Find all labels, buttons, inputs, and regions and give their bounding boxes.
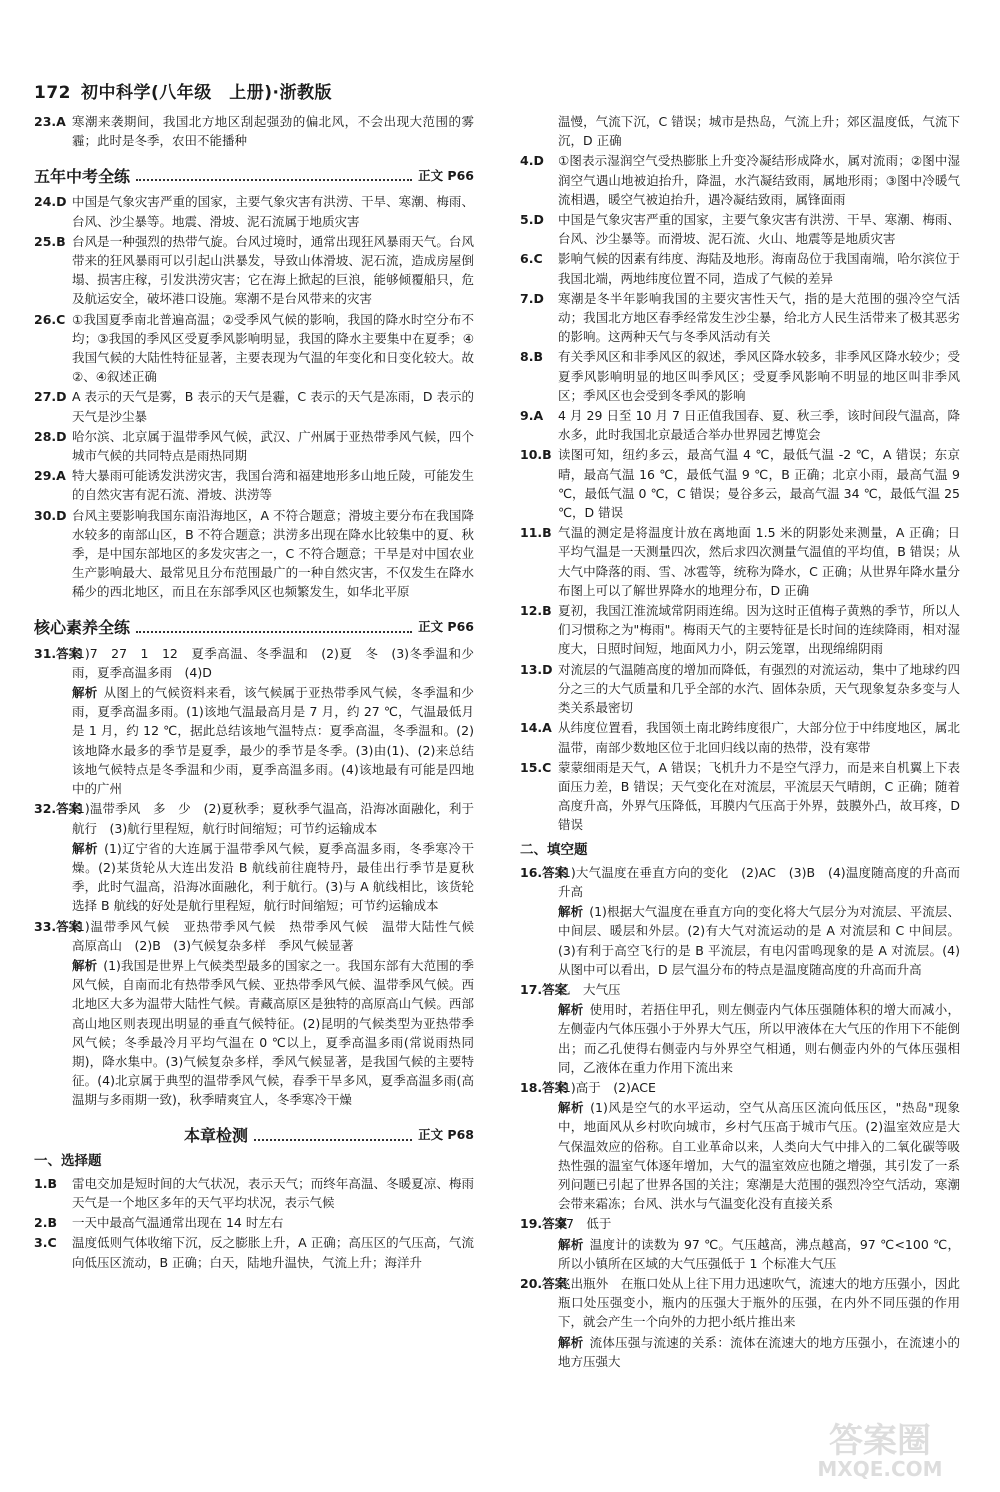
answer-item — [34, 1213, 474, 1232]
answer-item — [520, 289, 960, 347]
answer-text: 从纬度位置看，我国领土南北跨纬度很广，大部分位于中纬度地区，属北温带，南部少数地区位于北回归线以南的热带，没有寒带 — [558, 720, 960, 755]
answer-item — [520, 249, 960, 287]
answer-number: 32.答案 — [34, 801, 82, 817]
answer-item — [520, 660, 960, 718]
explanation-text: 流体压强与流速的关系：流体在流速大的地方压强小，在流速小的地方压强大 — [558, 1334, 960, 1369]
answer-number: 33.答案 — [34, 918, 82, 934]
answer-item — [34, 466, 474, 504]
answer-number: 5.D — [520, 212, 544, 228]
answer-number: 8.B — [520, 349, 543, 365]
answer-number: 9.A — [520, 408, 544, 424]
explanation-tag: 解析 — [72, 685, 98, 701]
answer-text: (1)高于 (2)ACE — [558, 1079, 656, 1095]
answer-text: ①图表示湿润空气受热膨胀上升变冷凝结形成降水，属对流雨；②图中湿润空气遇山地被迫抬升，降温，水汽凝结致雨，属地形雨；③图中冷暖气流相遇，暖空气被迫抬升，遇冷凝结致雨，属锋面雨 — [558, 153, 960, 207]
answer-item — [520, 523, 960, 600]
answer-number: 17.答案 — [520, 981, 568, 997]
answer-item — [34, 427, 474, 465]
answer-text: 有关季风区和非季风区的叙述，季风区降水较多，非季风区降水较少；受夏季风影响明显的地区叫季风区；受夏季风影响不明显的地区叫非季风区；季风区也会受到冬季风的影响 — [558, 349, 960, 403]
answer-text: 夏初，我国江淮流域常阴雨连绵。因为这时正值梅子黄熟的季节，所以人们习惯称之为"梅雨"。梅雨天气的主要特征是长时间的连续降雨，相对湿度大，日照时间短，地面风力小，阴云笼罩，出现绵绵阴雨 — [558, 603, 960, 657]
answer-item — [34, 232, 474, 309]
answer-number: 26.C — [34, 311, 66, 327]
answer-number: 31.答案 — [34, 645, 82, 661]
section-header — [34, 1120, 474, 1146]
explanation-block — [34, 956, 474, 1110]
answer-text: 中国是气象灾害严重的国家，主要气象灾害有洪涝、干旱、寒潮、梅雨、台风、沙尘暴等。地震、滑坡、泥石流属于地质灾害 — [72, 194, 474, 229]
explanation-text: 温度计的读数为 97 ℃。气压越高，沸点越高，97 ℃<100 ℃，所以小镇所在区域的大气压强低于 1 个标准大气压 — [558, 1236, 960, 1271]
section-header — [34, 612, 474, 638]
answer-number: 4.D — [520, 153, 544, 169]
leader-dots — [254, 1139, 412, 1141]
left-column — [34, 112, 487, 1273]
answer-number: 3.C — [34, 1235, 57, 1251]
explanation-block — [520, 112, 960, 150]
answer-item — [520, 210, 960, 248]
answer-number: 14.A — [520, 720, 552, 736]
answer-number: 28.D — [34, 428, 67, 444]
answer-item — [34, 1174, 474, 1212]
answer-number: 23.A — [34, 114, 66, 129]
answer-text: 乙 大气压 — [558, 981, 621, 997]
explanation-text: 从图上的气候资料来看，该气候属于亚热带季风气候，冬季温和少雨，夏季高温多雨。(1)该地气温最高月是 7 月，约 27 ℃，气温最低月是 1 月，约 12 ℃，据此总结该地气温特点：夏季高温，冬季温和。(2)该地降水最多的季节是夏季，最少的季节是冬季。(3)由(1)、(2)来总结该地气候特点是冬季温和少雨，夏季高温多雨。(4)该地最有可能是四地中的广州 — [72, 685, 474, 797]
answer-text: 特大暴雨可能诱发洪涝灾害，我国台湾和福建地形多山地丘陵，可能发生的自然灾害有泥石流、滑坡、洪涝等 — [72, 468, 474, 503]
answer-text: 飞出瓶外 在瓶口处从上往下用力迅速吹气，流速大的地方压强小，因此瓶口处压强变小，瓶内的压强大于瓶外的压强，在内外不同压强的作用下，就会产生一个向外的力把小纸片推出来 — [558, 1275, 960, 1330]
explanation-tag: 解析 — [72, 957, 98, 973]
explanation-text: (1)我国是世界上气候类型最多的国家之一。我国东部有大范围的季风气候，自南而北有热带季风气候、亚热带季风气候、温带季风气候。西北地区大多为温带大陆性气候。青藏高原区是独特的高原高山气候。西部高山地区则表现出明显的垂直气候特征。(2)昆明的气候类型为亚热带季风气候；冬季最冷月平均气温在 0 ℃以上，夏季高温多雨(常说雨热同期)，降水集中。(3)气候复杂多样，季风气候显著，是我国气候的主要特征。(4)北京属于典型的温带季风气候，春季干旱多风，夏季高温多雨(高温期与多雨期一致)，秋季晴爽宜人，冬季寒冷干燥 — [72, 957, 474, 1108]
explanation-text: (1)根据大气温度在垂直方向的变化将大气层分为对流层、平流层、中间层、暖层和外层。(2)有大气对流运动的是 A 对流层和 C 中间层。(3)有利于高空飞行的是 B 平流层，有电闪雷鸣现象的是 A 对流层。(4)从图中可以看出，D 层气温分布的特点是温度随高度的升高而升高 — [558, 904, 960, 977]
answer-number: 1.B — [34, 1175, 57, 1191]
answer-number: 30.D — [34, 507, 67, 523]
answer-text: 台风主要影响我国东南沿海地区，A 不符合题意；滑坡主要分布在我国降水较多的南部山区，B 不符合题意；洪涝多出现在降水比较集中的夏、秋季，是中国东部地区的多发灾害之一，C 不符合题意；干旱是对中国农业生产影响最大、最常见且分布范围最广的一种自然灾害，不仅发生在降水稀少的西北地区，而且在东部季风区也频繁发生，如华北平原 — [72, 507, 474, 600]
section-header — [34, 160, 474, 186]
subsection-heading: 一、选择题 — [34, 1152, 102, 1169]
answer-number: 2.B — [34, 1215, 57, 1231]
page-number: 172 — [34, 83, 71, 103]
answer-text: (1)大气温度在垂直方向的变化 (2)AC (3)B (4)温度随高度的升高而升高 — [558, 864, 960, 899]
answer-text: A 表示的天气是雾，B 表示的天气是霾，C 表示的天气是冻雨，D 表示的天气是沙尘暴 — [72, 389, 474, 424]
answer-item — [520, 718, 960, 756]
explanation-text: 使用时，若捂住甲孔，则左侧壶内气体压强随体积的增大而减小，左侧壶内气体压强小于外界大气压，所以甲液体在大气压的作用下不能倒出；而乙孔使得右侧壶内与外界空气相通，则右侧壶内外的气体压强相同，乙液体在重力作用下流出来 — [558, 1002, 960, 1075]
answer-item — [34, 310, 474, 387]
answer-text: 中国是气象灾害严重的国家，主要气象灾害有洪涝、干旱、寒潮、梅雨、台风、沙尘暴等。而滑坡、泥石流、火山、地震等是地质灾害 — [558, 212, 960, 247]
answer-item — [34, 112, 474, 150]
answer-item — [520, 445, 960, 522]
answer-item — [520, 758, 960, 835]
answer-number: 20.答案 — [520, 1275, 568, 1291]
leader-dots — [136, 631, 412, 633]
answer-text: (1)7 27 1 12 夏季高温、冬季温和 (2)夏 冬 (3)冬季温和少雨，夏季高温多雨 (4)D — [72, 645, 474, 680]
answer-item — [520, 1078, 960, 1097]
page-reference: 正文 P66 — [418, 619, 474, 635]
answer-item — [34, 799, 474, 837]
explanation-block — [520, 1333, 960, 1371]
answer-item — [520, 980, 960, 999]
explanation-tag: 解析 — [558, 1100, 585, 1116]
explanation-text: 温慢，气流下沉，C 错误；城市是热岛，气流上升；郊区温度低，气流下沉，D 正确 — [558, 114, 960, 149]
answer-text: 哈尔滨、北京属于温带季风气候，武汉、广州属于亚热带季风气候，四个城市气候的共同特点是雨热同期 — [72, 428, 474, 464]
answer-text: 读图可知，纽约多云，最高气温 4 ℃，最低气温 -2 ℃，A 错误；东京晴，最高气温 16 ℃，最低气温 9 ℃，B 正确；北京小雨，最高气温 9 ℃，最低气温 0 ℃，C 错误；曼谷多云，最高气温 34 ℃，最低气温 25 ℃，D 错误 — [558, 447, 960, 521]
watermark-url: MXQE.COM — [817, 1457, 943, 1481]
answer-text: 97 低于 — [558, 1216, 612, 1232]
answer-item — [34, 506, 474, 602]
answer-number: 13.D — [520, 661, 553, 677]
explanation-tag: 解析 — [558, 1334, 584, 1350]
answer-number: 19.答案 — [520, 1216, 568, 1232]
answer-number: 15.C — [520, 759, 552, 775]
answer-item — [520, 863, 960, 901]
explanation-block — [520, 902, 960, 979]
page-reference: 正文 P68 — [418, 1127, 474, 1143]
answer-number: 10.B — [520, 447, 552, 463]
explanation-block — [34, 683, 474, 798]
section-title: 核心素养全练 — [34, 618, 131, 638]
explanation-block — [520, 1235, 960, 1273]
answer-item — [520, 601, 960, 659]
answer-item — [520, 406, 960, 444]
answer-number: 12.B — [520, 603, 552, 619]
answer-item — [34, 644, 474, 682]
answer-text: 雷电交加是短时间的大气状况，表示天气；而终年高温、冬暖夏凉、梅雨天气是一个地区多年的天气平均状况，表示气候 — [72, 1175, 474, 1210]
answer-text: 台风是一种强烈的热带气旋。台风过境时，通常出现狂风暴雨天气。台风带来的狂风暴雨可以引起山洪暴发，导致山体滑坡、泥石流，造成房屋倒塌、损害庄稼，引发洪涝灾害；它在海上掀起的巨浪，能够倾覆船只，危及航运安全，破坏港口设施。寒潮不是台风带来的灾害 — [72, 233, 474, 307]
answer-number: 25.B — [34, 233, 66, 249]
answer-number: 6.C — [520, 251, 543, 267]
answer-text: ①我国夏季南北普遍高温；②受季风气候的影响，我国的降水时空分布不均；③我国的季风区受夏季风影响明显，我国的降水主要集中在夏季；④我国气候的大陆性特征显著，主要表现为气温的年变化和日变化较大。故②、④叙述正确 — [72, 311, 474, 385]
answer-number: 16.答案 — [520, 864, 568, 880]
leader-dots — [136, 179, 412, 181]
answer-text: 4 月 29 日至 10 月 7 日正值我国春、夏、秋三季，该时间段气温高，降水多，此时我国北京最适合举办世界园艺博览会 — [558, 408, 960, 443]
answer-item — [34, 1233, 474, 1271]
explanation-tag: 解析 — [72, 840, 99, 856]
answer-item — [34, 387, 474, 425]
answer-number: 18.答案 — [520, 1079, 568, 1095]
answer-number: 24.D — [34, 194, 67, 210]
answer-number: 29.A — [34, 468, 66, 484]
explanation-block — [34, 839, 474, 916]
book-title: 初中科学(八年级 上册)·浙教版 — [81, 83, 332, 103]
answer-item — [520, 1274, 960, 1332]
answer-text: (1)温带季风气候 亚热带季风气候 热带季风气候 温带大陆性气候 高原高山 (2)B (3)气候复杂多样 季风气候显著 — [72, 918, 487, 953]
watermark-text: 答案圈 — [829, 1421, 931, 1461]
answer-text: 寒潮是冬半年影响我国的主要灾害性天气，指的是大范围的强冷空气活动；我国北方地区春季经常发生沙尘暴，给北方人民生活带来了极其恶劣的影响。这两种天气与冬季风活动有关 — [558, 290, 960, 345]
explanation-tag: 解析 — [558, 1002, 584, 1018]
answer-text: 一天中最高气温通常出现在 14 时左右 — [72, 1215, 284, 1231]
explanation-tag: 解析 — [558, 904, 584, 920]
answer-number: 7.D — [520, 290, 544, 306]
answer-item — [520, 1214, 960, 1233]
subsection-heading: 二、填空题 — [520, 841, 588, 858]
answer-text: (1)温带季风 多 少 (2)夏秋季；夏秋季气温高，沿海冰面融化，利于航行 (3)航行里程短，航行时间缩短；可节约运输成本 — [72, 801, 474, 836]
answer-text: 对流层的气温随高度的增加而降低，有强烈的对流运动，集中了地球约四分之三的大气质量和几乎全部的水汽、固体杂质，天气现象复杂多变与人类关系最密切 — [558, 661, 960, 716]
page-reference: 正文 P66 — [418, 168, 474, 184]
explanation-text: (1)辽宁省的大连属于温带季风气候，夏季高温多雨，冬季寒冷干燥。(2)某货轮从大连出发沿 B 航线前往鹿特丹，最佳出行季节是夏秋季，此时气温高，沿海冰面融化，利于航行。(3)与 A 航线相比，该货轮选择 B 航线的好处是航行里程短，航行时间缩短；可节约运输成本 — [72, 840, 474, 914]
answer-number: 11.B — [520, 525, 552, 541]
right-column — [520, 112, 960, 1372]
explanation-text: (1)风是空气的水平运动，空气从高压区流向低压区，"热岛"现象中，地面风从乡村吹向城市，乡村气压高于城市气压。(2)温室效应是大气保温效应的俗称。自工业革命以来，人类向大气中排入的二氧化碳等吸热性强的温室气体逐年增加，大气的温室效应也随之增强，其引发了一系列问题已引起了世界各国的关注；寒潮是大范围的强烈冷空气活动，寒潮会带来霜冻；台风、洪水与气温变化没有直接关系 — [558, 1100, 960, 1212]
section-title: 五年中考全练 — [34, 167, 131, 187]
answer-text: 温度低则气体收缩下沉，反之膨胀上升，A 正确；高压区的气压高，气流向低压区流动，B 正确；白天，陆地升温快，气流上升；海洋升 — [72, 1235, 474, 1270]
explanation-block — [520, 1000, 960, 1077]
answer-text: 蒙蒙细雨是天气，A 错误；飞机升力不是空气浮力，而是来自机翼上下表面压力差，B 错误；天气变化在对流层，平流层天气晴朗，C 正确；随着高度升高，外界气压降低，耳膜内气压高于外界，鼓膜外凸，故耳疼，D 错误 — [558, 759, 960, 833]
running-header — [34, 78, 332, 103]
answer-text: 寒潮来袭期间，我国北方地区刮起强劲的偏北风，不会出现大范围的雾霾；此时是冬季，农田不能播种 — [72, 114, 474, 149]
section-title: 本章检测 — [184, 1126, 249, 1146]
answer-number: 27.D — [34, 389, 67, 405]
answer-item — [520, 347, 960, 405]
answer-item — [520, 151, 960, 209]
explanation-tag: 解析 — [558, 1236, 584, 1252]
answer-item — [34, 192, 474, 230]
explanation-block — [520, 1098, 960, 1213]
watermark-logo — [780, 1414, 980, 1484]
answer-text: 影响气候的因素有纬度、海陆及地形。海南岛位于我国南端，哈尔滨位于我国北端，两地纬度位置不同，造成了气候的差异 — [558, 251, 960, 286]
answer-item — [34, 917, 487, 955]
answer-text: 气温的测定是将温度计放在离地面 1.5 米的阴影处来测量，A 正确；日平均气温是一天测量四次，然后求四次测量气温值的平均值，B 错误；从大气中降落的雨、雪、冰雹等，统称为降水，C 正确；从世界年降水量分布图上可以了解世界降水的地理分布，D 正确 — [558, 525, 960, 598]
